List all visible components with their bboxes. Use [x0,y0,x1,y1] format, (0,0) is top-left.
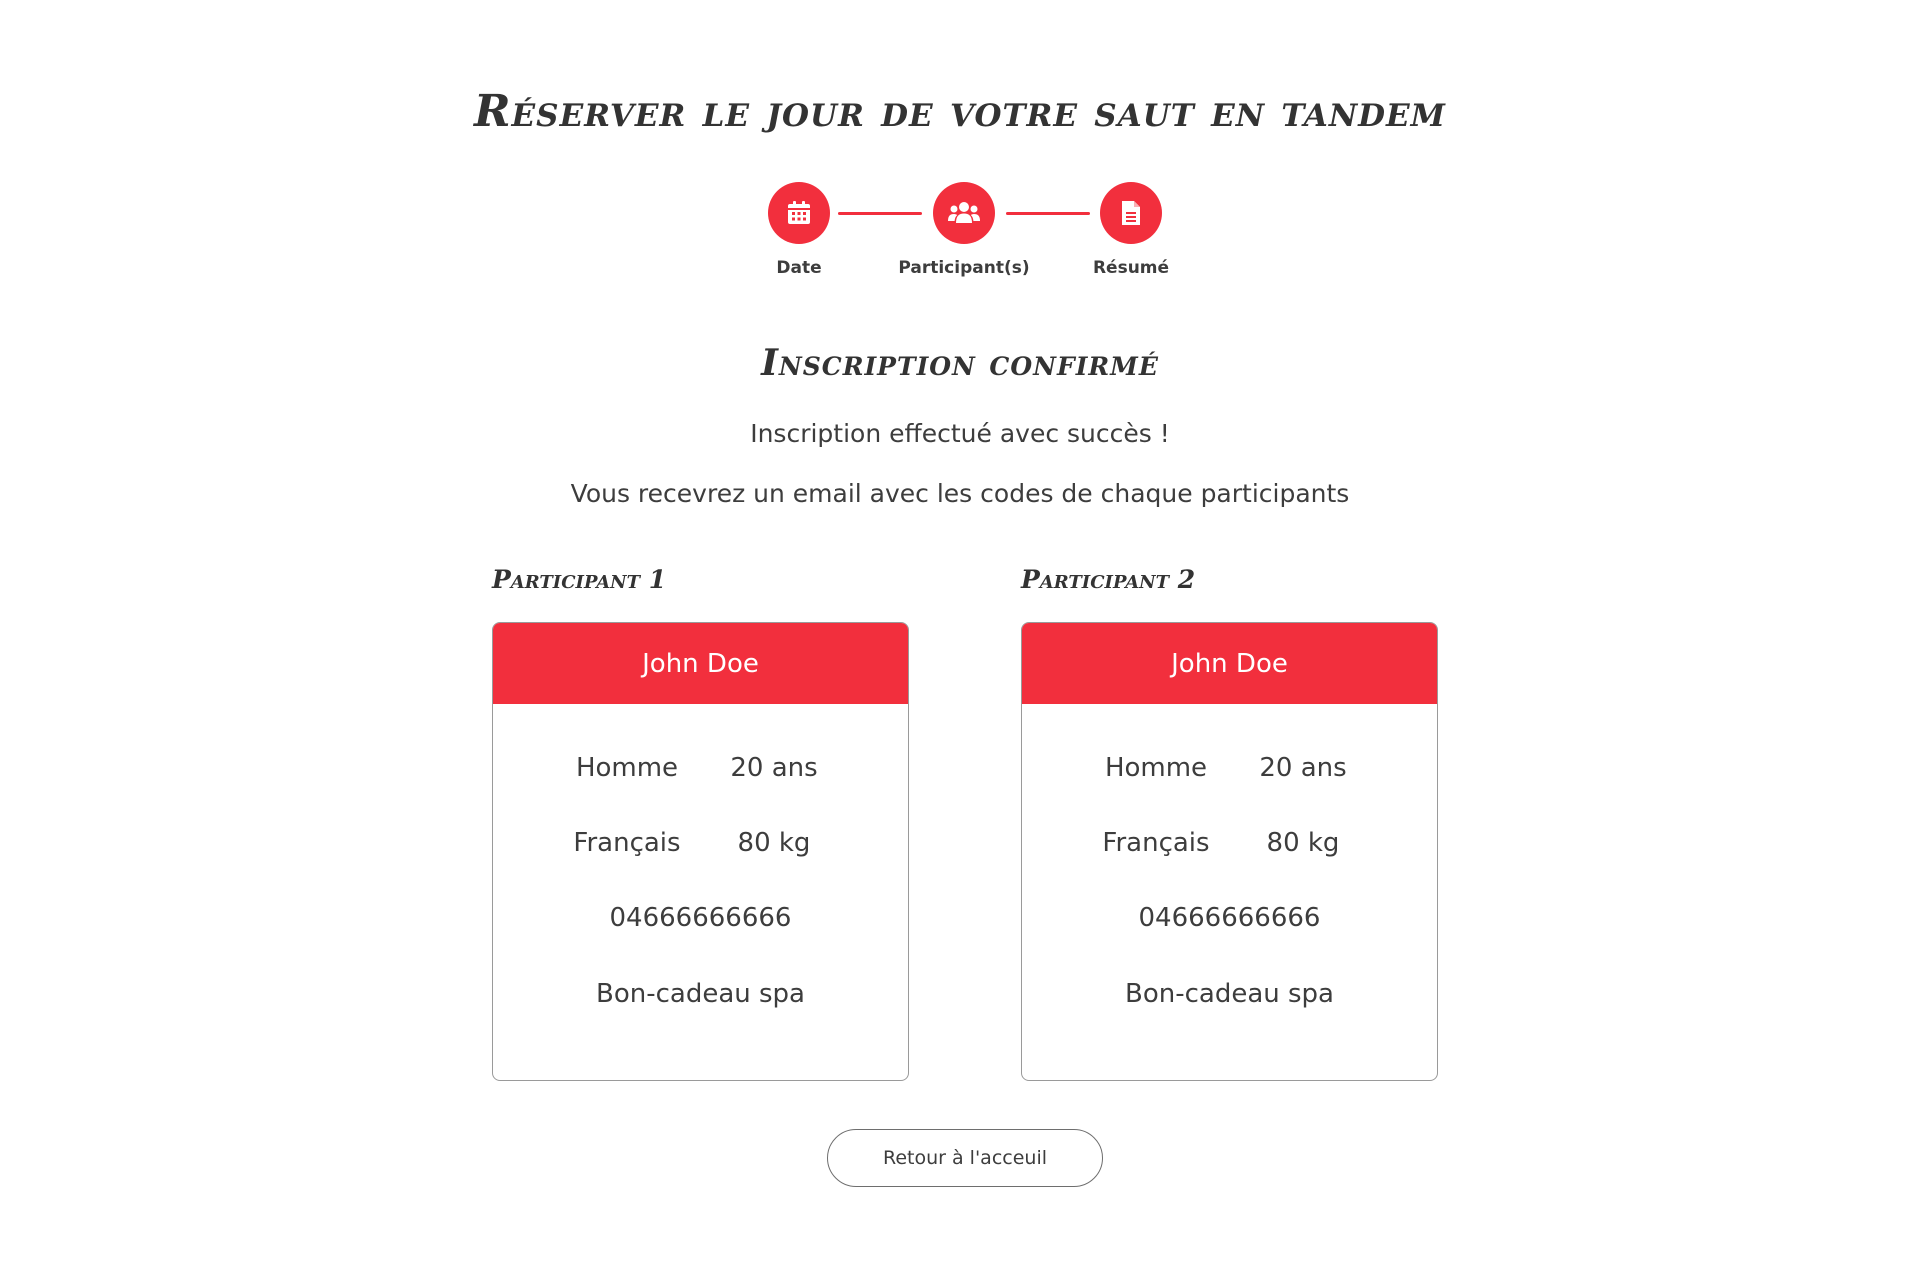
step-circle [1100,182,1162,244]
calendar-icon [785,199,813,227]
participant-card [1021,622,1438,1081]
step-label: Résumé [1092,258,1170,278]
participant-card [492,622,909,1081]
confirmation-title: Inscription confirmé [761,342,1159,384]
step-date[interactable] [719,182,879,278]
step-participants[interactable] [884,182,1044,278]
step-summary[interactable] [1051,182,1211,278]
participant-voucher: Bon-cadeau spa [1125,979,1334,1009]
participant-phone: 04666666666 [1138,903,1321,933]
step-label: Date [776,258,822,278]
participant-gender: Homme [575,753,679,783]
step-label: Participant(s) [898,258,1030,278]
participant-age: 20 ans [1259,753,1347,783]
step-circle [933,182,995,244]
booking-stepper [0,182,1920,302]
participant-nationality: Français [573,828,681,858]
step-circle [768,182,830,244]
participant-name: John Doe [493,623,908,704]
email-message: Vous recevrez un email avec les codes de chaque participants [570,479,1350,508]
page-title: Réserver le jour de votre saut en tandem [473,86,1446,137]
participant-heading: Participant 2 [1021,565,1196,594]
users-icon [947,199,981,227]
document-icon [1119,199,1143,227]
participant-heading: Participant 1 [492,565,667,594]
participant-weight: 80 kg [737,828,811,858]
participant-weight: 80 kg [1266,828,1340,858]
success-message: Inscription effectué avec succès ! [750,419,1170,448]
back-to-home-button[interactable]: Retour à l'acceuil [827,1129,1103,1187]
participant-voucher: Bon-cadeau spa [596,979,805,1009]
participant-age: 20 ans [730,753,818,783]
participant-gender: Homme [1104,753,1208,783]
participant-name: John Doe [1022,623,1437,704]
participant-phone: 04666666666 [609,903,792,933]
participant-nationality: Français [1102,828,1210,858]
